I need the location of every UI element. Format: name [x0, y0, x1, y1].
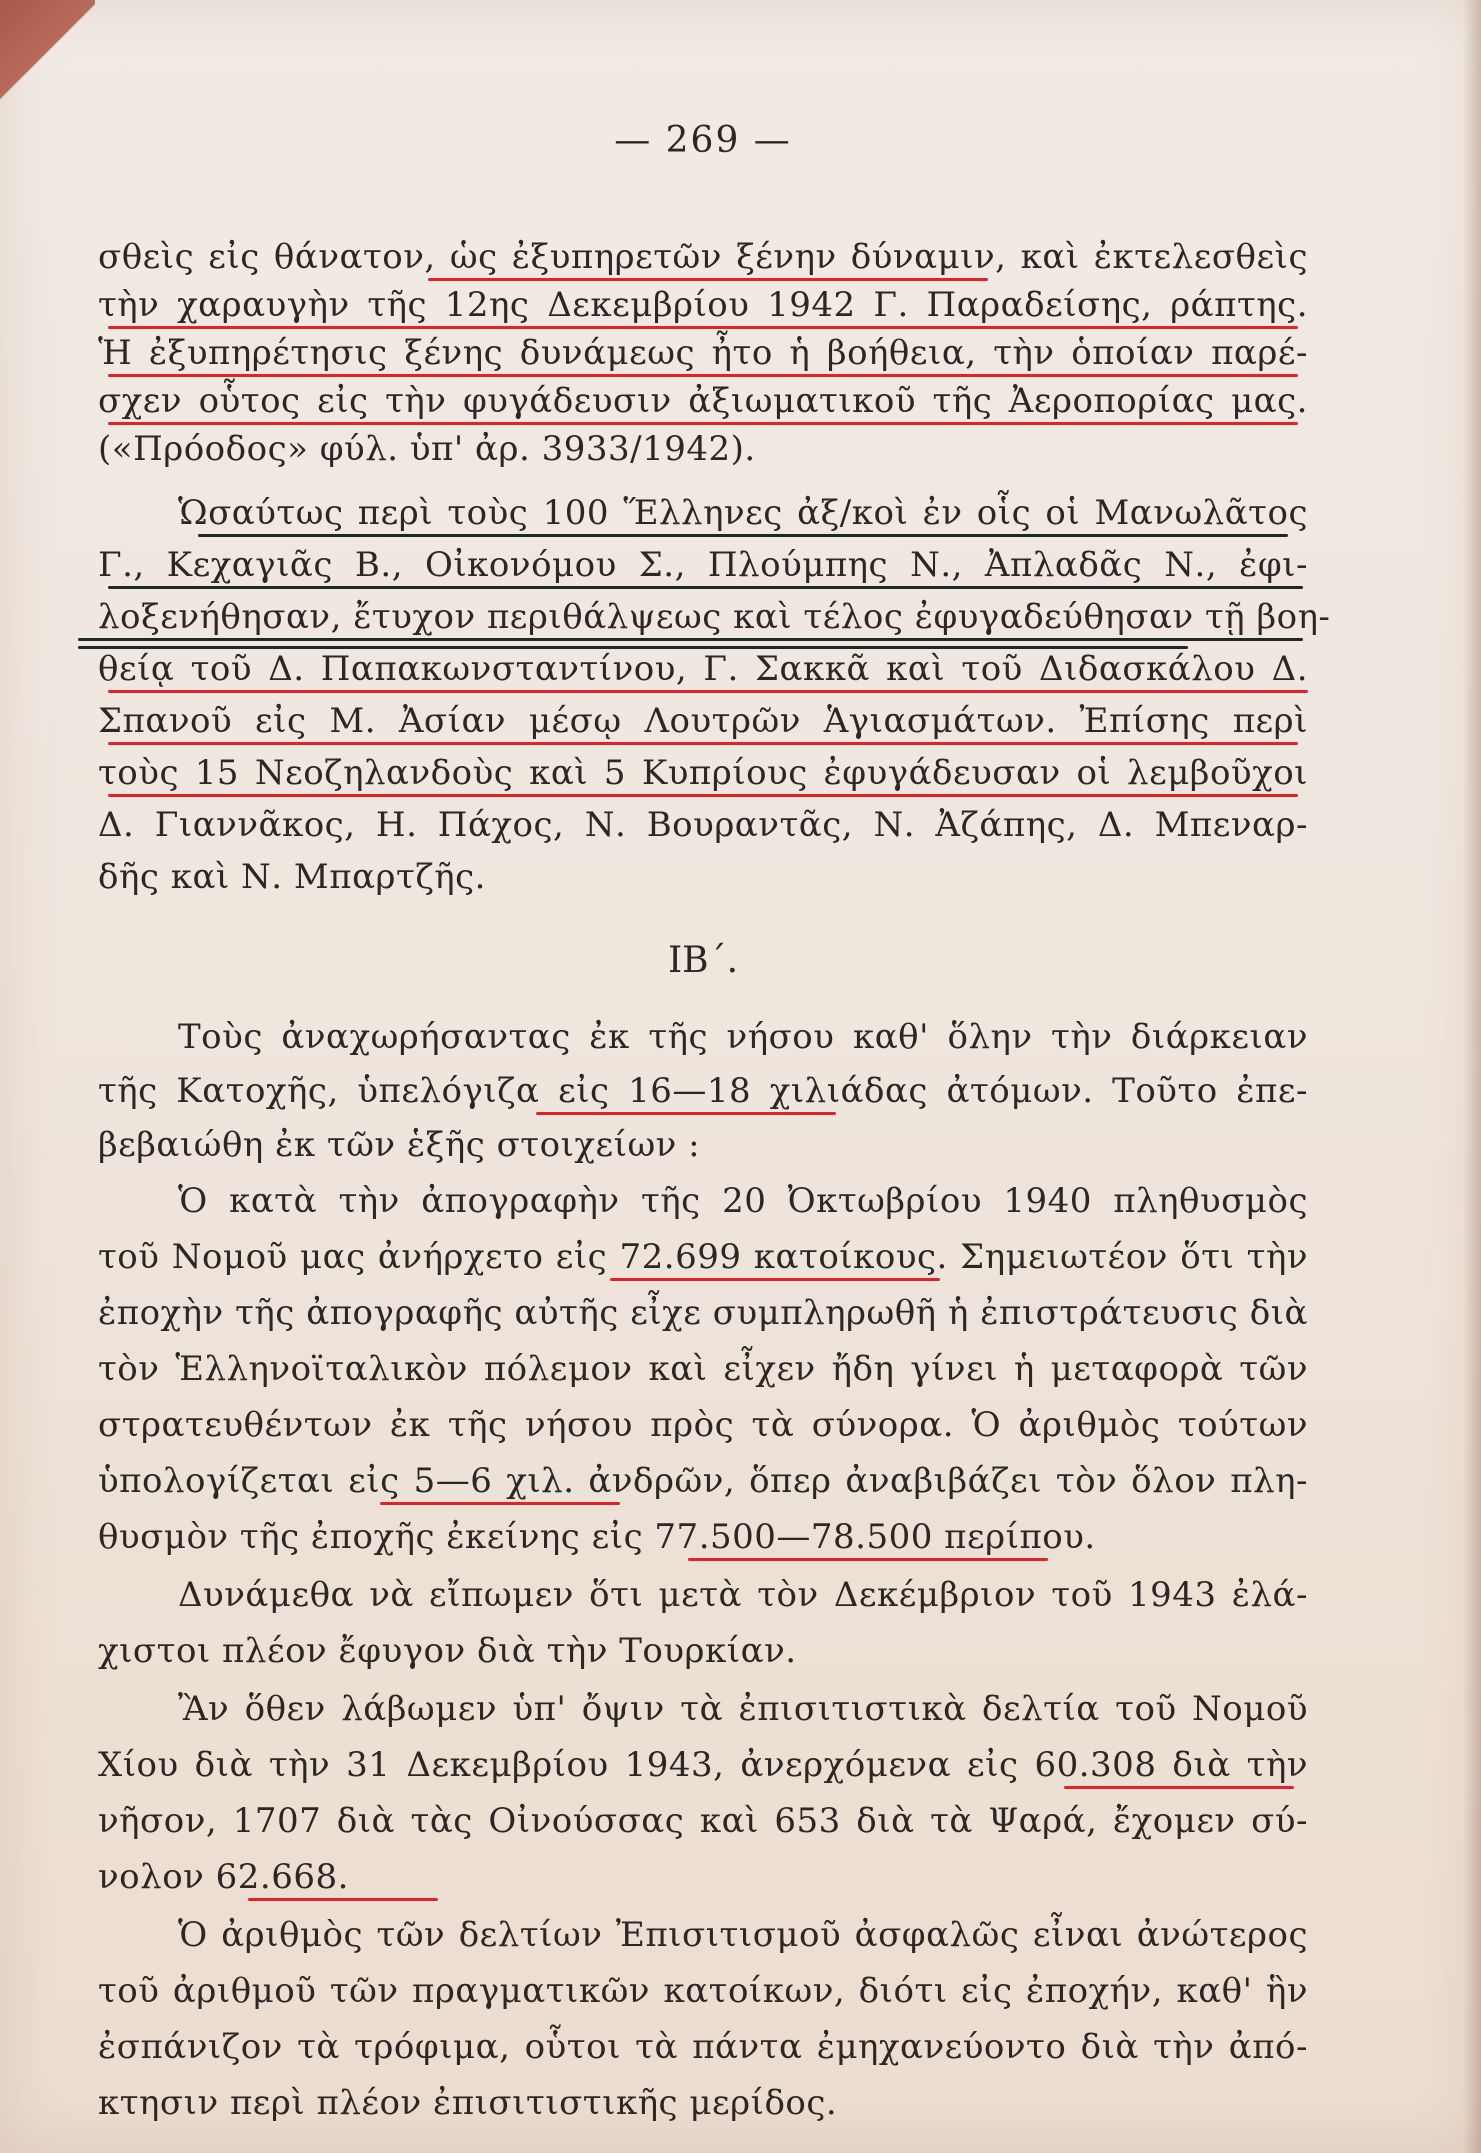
paragraph6-line-1: Ἂν ὅθεν λάβωμεν ὑπ' ὄψιν τὰ ἐπισιτιστικὰ δελτία τοῦ Νομοῦ	[178, 1689, 1308, 1729]
paragraph2-line-1: Ὡσαύτως περὶ τοὺς 100 Ἕλληνες ἀξ/κοὶ ἐν οἷς οἱ Μανωλᾶτος	[178, 493, 1308, 533]
paragraph7-line-3: ἐσπάνιζον τὰ τρόφιμα, οὗτοι τὰ πάντα ἐμηχανεύοντο διὰ τὴν ἀπό-	[98, 2027, 1308, 2067]
paragraph2-line-7: Δ. Γιαννᾶκος, Η. Πάχος, Ν. Βουραντᾶς, Ν. Ἀζάπης, Δ. Μπεναρ-	[98, 805, 1308, 845]
paragraph2-line-5: Σπανοῦ εἰς Μ. Ἀσίαν μέσῳ Λουτρῶν Ἁγιασμάτων. Ἐπίσης περὶ	[98, 701, 1308, 741]
red-underline	[610, 1278, 940, 1281]
red-underline	[688, 1558, 1048, 1561]
red-underline	[108, 326, 1298, 329]
black-underline	[108, 586, 1303, 589]
red-underline	[108, 742, 1298, 745]
paragraph7-line-2: τοῦ ἀριθμοῦ τῶν πραγματικῶν κατοίκων, διότι εἰς ἐποχήν, καθ' ἣν	[98, 1971, 1308, 2011]
paragraph4-line-2: τοῦ Νομοῦ μας ἀνήρχετο εἰς 72.699 κατοίκους. Σημειωτέον ὅτι τὴν	[98, 1237, 1308, 1277]
red-underline	[108, 794, 1298, 797]
paragraph2-line-6: τοὺς 15 Νεοζηλανδοὺς καὶ 5 Κυπρίους ἐφυγάδευσαν οἱ λεμβοῦχοι	[98, 753, 1308, 793]
folded-page-corner	[0, 0, 95, 150]
red-underline	[108, 690, 1308, 693]
black-underline	[198, 534, 1288, 537]
paragraph1-line-5: («Πρόοδος» φύλ. ὑπ' ἀρ. 3933/1942).	[98, 429, 756, 469]
paragraph1-line-3: Ἡ ἐξυπηρέτησις ξένης δυνάμεως ἦτο ἡ βοήθεια, τὴν ὁποίαν παρέ-	[98, 333, 1308, 373]
paragraph1-line-1: σθεὶς εἰς θάνατον, ὡς ἐξυπηρετῶν ξένην δύναμιν, καὶ ἐκτελεσθεὶς	[98, 237, 1308, 277]
red-underline	[1064, 1786, 1294, 1789]
page-spine-shadow	[1463, 0, 1481, 2153]
paragraph4-line-6: ὑπολογίζεται εἰς 5—6 χιλ. ἀνδρῶν, ὅπερ ἀναβιβάζει τὸν ὅλον πλη-	[98, 1461, 1308, 1501]
red-underline	[108, 374, 1298, 377]
paragraph3-line-1: Τοὺς ἀναχωρήσαντας ἐκ τῆς νήσου καθ' ὅλην τὴν διάρκειαν	[178, 1017, 1308, 1057]
paragraph2-line-8: δῆς καὶ Ν. Μπαρτζῆς.	[98, 857, 486, 897]
red-underline	[536, 1112, 836, 1115]
paragraph6-line-4: νολον 62.668.	[98, 1857, 349, 1897]
paragraph4-line-5: στρατευθέντων ἐκ τῆς νήσου πρὸς τὰ σύνορα. Ὁ ἀριθμὸς τούτων	[98, 1405, 1308, 1445]
paragraph2-line-2: Γ., Κεχαγιᾶς Β., Οἰκονόμου Σ., Πλούμπης Ν., Ἀπλαδᾶς Ν., ἐφι-	[98, 545, 1308, 585]
paragraph5-line-2: χιστοι πλέον ἔφυγον διὰ τὴν Τουρκίαν.	[98, 1631, 797, 1671]
section-heading: ΙΒ΄.	[667, 940, 739, 981]
paragraph5-line-1: Δυνάμεθα νὰ εἴπωμεν ὅτι μετὰ τὸν Δεκέμβριον τοῦ 1943 ἐλά-	[178, 1575, 1308, 1615]
red-underline	[248, 1898, 438, 1901]
paragraph6-line-2: Χίου διὰ τὴν 31 Δεκεμβρίου 1943, ἀνερχόμενα εἰς 60.308 διὰ τὴν	[98, 1745, 1308, 1785]
red-underline	[380, 1502, 620, 1505]
red-underline	[428, 278, 988, 281]
paragraph2-line-3: λοξενήθησαν, ἔτυχον περιθάλψεως καὶ τέλος ἐφυγαδεύθησαν τῇ βοη-	[98, 597, 1331, 637]
paragraph1-line-4: σχεν οὗτος εἰς τὴν φυγάδευσιν ἀξιωματικοῦ τῆς Ἀεροπορίας μας.	[98, 381, 1308, 421]
paragraph4-line-3: ἐποχὴν τῆς ἀπογραφῆς αὐτῆς εἶχε συμπληρωθῆ ἡ ἐπιστράτευσις διὰ	[98, 1293, 1308, 1333]
paragraph1-line-2: τὴν χαραυγὴν τῆς 12ης Δεκεμβρίου 1942 Γ. Παραδείσης, ράπτης.	[98, 285, 1308, 325]
paragraph4-line-7: θυσμὸν τῆς ἐποχῆς ἐκείνης εἰς 77.500—78.500 περίπου.	[98, 1517, 1096, 1557]
paragraph2-line-4: θείᾳ τοῦ Δ. Παπακωνσταντίνου, Γ. Σακκᾶ καὶ τοῦ Διδασκάλου Δ.	[98, 649, 1308, 689]
paragraph3-line-3: βεβαιώθη ἐκ τῶν ἑξῆς στοιχείων :	[98, 1125, 701, 1165]
paragraph6-line-3: νῆσον, 1707 διὰ τὰς Οἰνούσσας καὶ 653 διὰ τὰ Ψαρά, ἔχομεν σύ-	[98, 1801, 1308, 1841]
paragraph4-line-1: Ὁ κατὰ τὴν ἀπογραφὴν τῆς 20 Ὀκτωβρίου 1940 πληθυσμὸς	[178, 1181, 1308, 1221]
paragraph7-line-1: Ὁ ἀριθμὸς τῶν δελτίων Ἐπισιτισμοῦ ἀσφαλῶς εἶναι ἀνώτερος	[178, 1915, 1308, 1955]
paragraph7-line-4: κτησιν περὶ πλέον ἐπισιτιστικῆς μερίδος.	[98, 2083, 838, 2123]
red-underline	[108, 422, 1298, 425]
paragraph3-line-2: τῆς Κατοχῆς, ὑπελόγιζα εἰς 16—18 χιλιάδας ἀτόμων. Τοῦτο ἐπε-	[98, 1071, 1308, 1111]
paragraph4-line-4: τὸν Ἑλληνοϊταλικὸν πόλεμον καὶ εἶχεν ἤδη γίνει ἡ μεταφορὰ τῶν	[98, 1349, 1308, 1389]
black-underline	[78, 646, 1188, 649]
page-number: — 269 —	[614, 120, 792, 161]
black-underline	[78, 638, 1303, 641]
